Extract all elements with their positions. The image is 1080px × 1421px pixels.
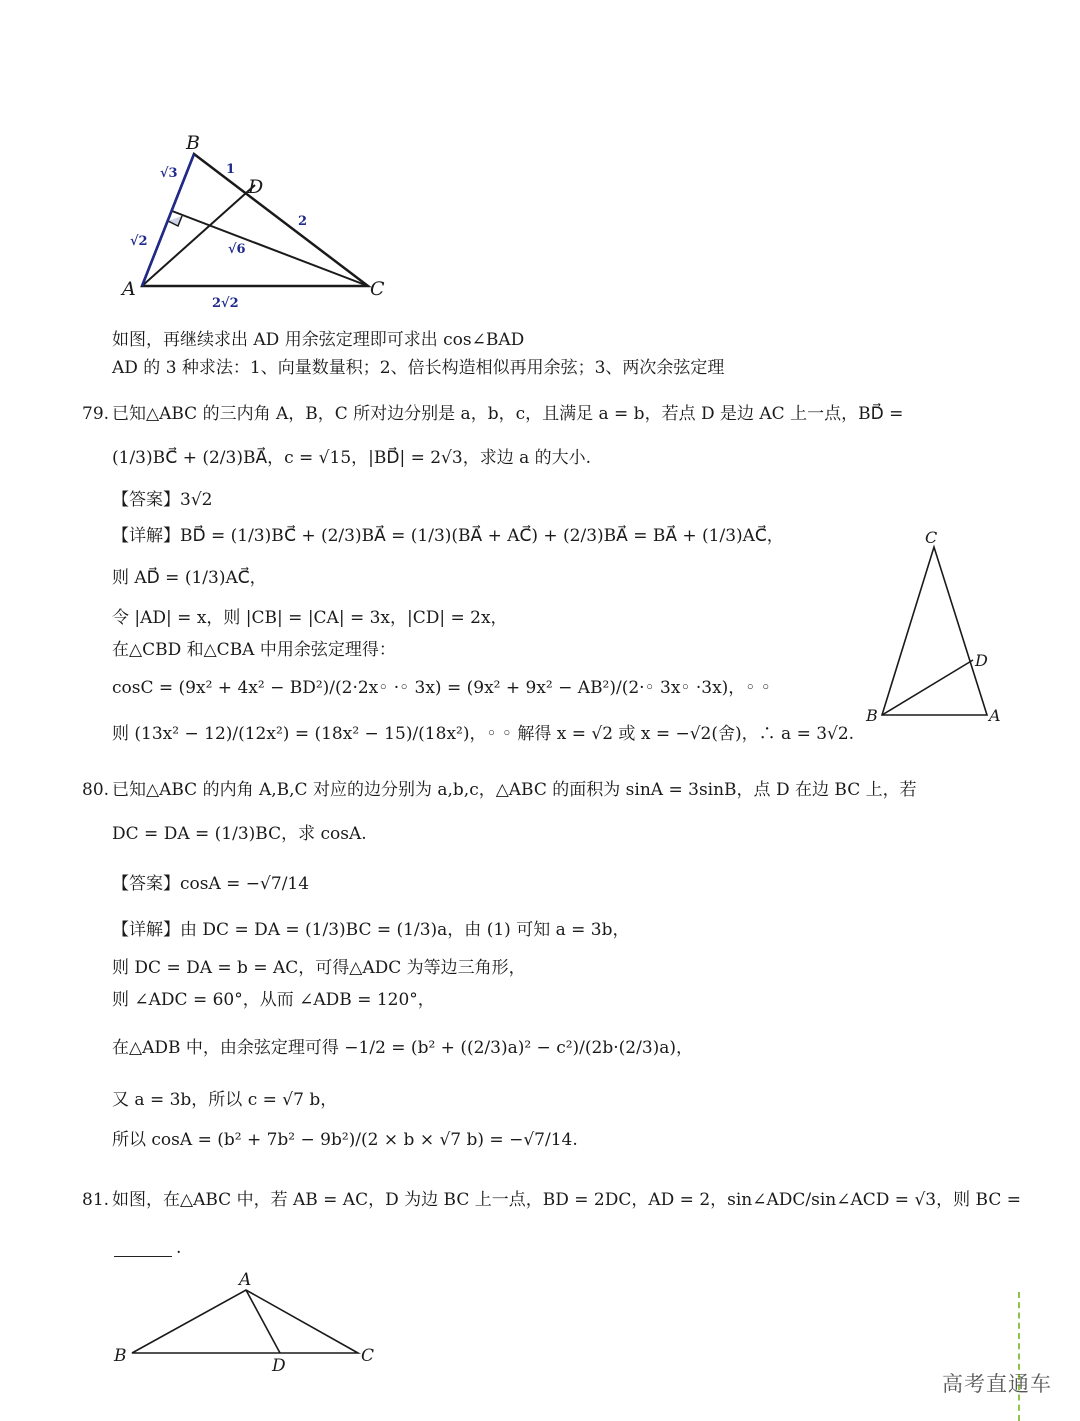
q80-answer: 【答案】cosA = −√7/14 (112, 874, 310, 894)
figure-triangle-abc-2 (860, 525, 1010, 730)
q79-solution-6: 则 (13x² − 12)/(12x²) = (18x² − 15)/(18x²)，◦ ◦ 解得 x = √2 或 x = −√2(舍)，∴ a = 3√2. (112, 724, 855, 744)
label-c: C (925, 528, 938, 547)
measure-ab: √3 (160, 166, 178, 181)
q79-answer: 【答案】3√2 (112, 490, 213, 510)
q79-number: 79. (82, 404, 110, 424)
q80-solution-4: 在△ADB 中，由余弦定理可得 −1/2 = (b² + ((2/3)a)² − c²)/(2b·(2/3)a)， (112, 1038, 694, 1058)
segment-ec (172, 211, 368, 286)
label-b: B (186, 132, 200, 154)
q79-solution-5: cosC = (9x² + 4x² − BD²)/(2·2x◦ ·◦ 3x) = (9x² + 9x² − AB²)/(2·◦ 3x◦ ·3x)，◦ ◦ (112, 678, 771, 698)
label-d: D (975, 651, 988, 670)
note-line-1: 如图，再继续求出 AD 用余弦定理即可求出 cos∠BAD (112, 330, 525, 350)
measure-dc: 2 (298, 214, 308, 229)
figure-triangle-abc-3 (110, 1265, 395, 1375)
q79-solution-1: 【详解】BD⃗ = (1/3)BC⃗ + (2/3)BA⃗ = (1/3)(BA⃗ + AC⃗) + (2/3)BA⃗ = BA⃗ + (1/3)AC⃗， (112, 526, 784, 546)
q80-line-1: 已知△ABC 的内角 A,B,C 对应的边分别为 a,b,c，△ABC 的面积为 sinA = 3sinB，点 D 在边 BC 上，若 (112, 780, 917, 800)
measure-bd: 1 (226, 162, 236, 177)
label-d: D (248, 176, 264, 198)
answer-blank[interactable] (114, 1256, 172, 1257)
blank-period: . (176, 1238, 182, 1258)
q79-solution-2: 则 AD⃗ = (1/3)AC⃗， (112, 568, 267, 588)
q80-solution-2: 则 DC = DA = b = AC，可得△ADC 为等边三角形， (112, 958, 526, 978)
q80-solution-1: 【详解】由 DC = DA = (1/3)BC = (1/3)a，由 (1) 可知 a = 3b， (112, 920, 630, 940)
figure-triangle-abc-1 (110, 125, 400, 320)
watermark: 高考直通车 (942, 1372, 1052, 1396)
q79-line-2: (1/3)BC⃗ + (2/3)BA⃗，c = √15，|BD⃗| = 2√3，求边 a 的大小. (112, 448, 592, 468)
q81-number: 81. (82, 1190, 110, 1210)
q79-solution-3: 令 |AD| = x，则 |CB| = |CA| = 3x，|CD| = 2x， (112, 608, 508, 628)
q80-solution-5: 又 a = 3b，所以 c = √7 b， (112, 1090, 338, 1110)
label-d: D (272, 1356, 286, 1375)
q79-solution-4: 在△CBD 和△CBA 中用余弦定理得： (112, 640, 396, 660)
label-c: C (361, 1346, 375, 1366)
label-b: B (866, 706, 878, 725)
q81-line-1: 如图，在△ABC 中，若 AB = AC，D 为边 BC 上一点，BD = 2DC，AD = 2，sin∠ADC/sin∠ACD = √3，则 BC = (112, 1190, 1021, 1210)
label-a: A (239, 1270, 252, 1290)
label-c: C (370, 278, 385, 300)
q80-number: 80. (82, 780, 110, 800)
measure-ae: √2 (130, 234, 148, 249)
label-a: A (989, 706, 1001, 725)
q80-solution-3: 则 ∠ADC = 60°，从而 ∠ADB = 120°， (112, 990, 435, 1010)
triangle-abc (882, 547, 987, 715)
q80-line-2: DC = DA = (1/3)BC，求 cosA. (112, 824, 367, 844)
note-line-2: AD 的 3 种求法：1、向量数量积；2、倍长构造相似再用余弦；3、两次余弦定理 (112, 358, 725, 378)
label-b: B (114, 1346, 127, 1366)
measure-ac: 2√2 (212, 296, 239, 311)
decorative-dashed-line (1018, 1292, 1020, 1421)
triangle-abc (132, 1290, 358, 1353)
label-a: A (122, 278, 136, 300)
q79-line-1: 已知△ABC 的三内角 A，B，C 所对边分别是 a，b，c，且满足 a = b，若点 D 是边 AC 上一点，BD⃗ = (112, 404, 904, 424)
q80-solution-6: 所以 cosA = (b² + 7b² − 9b²)/(2 × b × √7 b) = −√7/14. (112, 1130, 578, 1150)
measure-ec: √6 (228, 242, 246, 257)
